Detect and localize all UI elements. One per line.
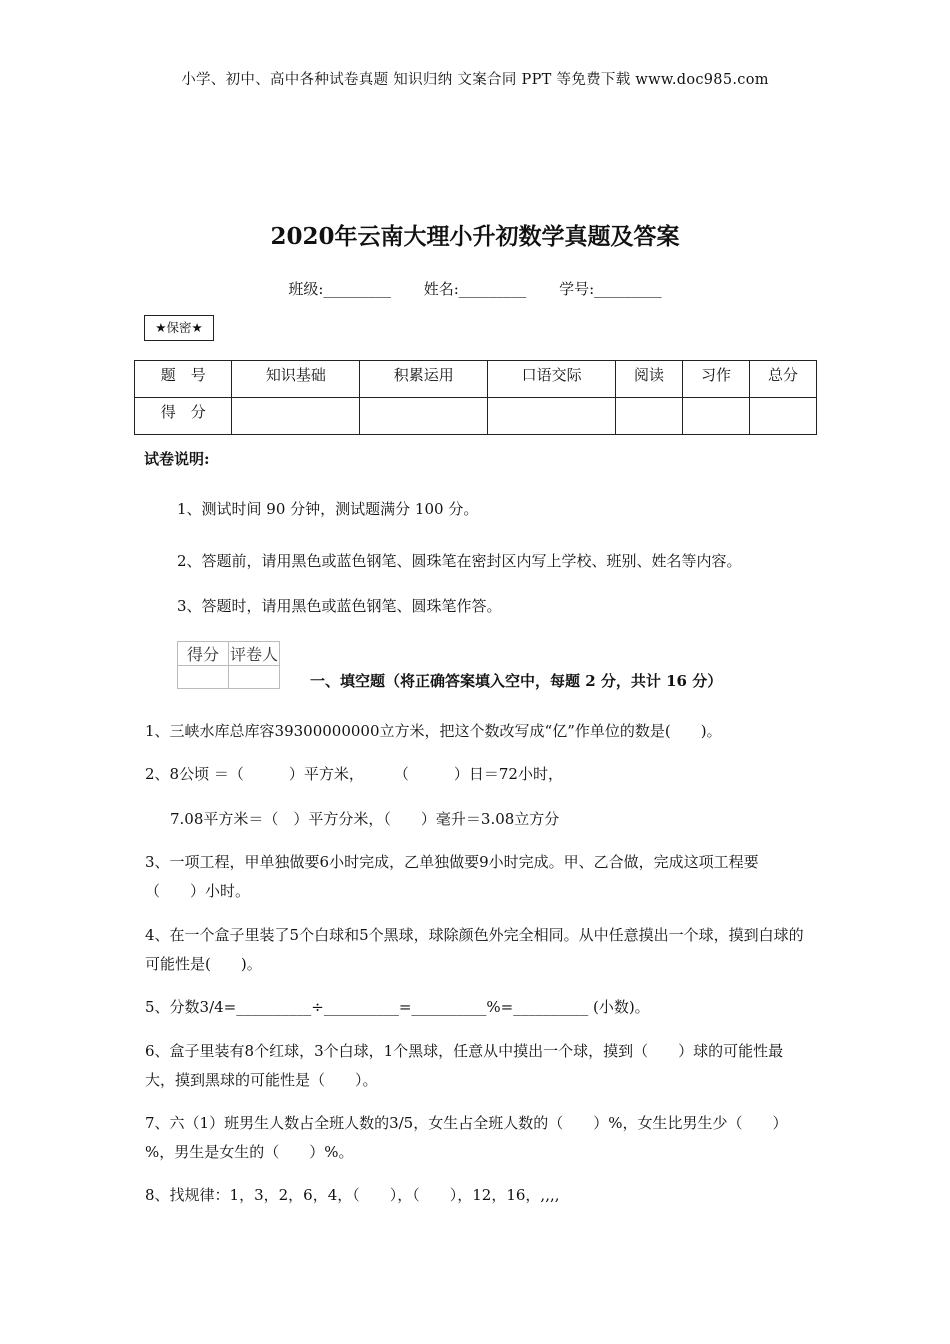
header-cell: 积累运用 (360, 361, 488, 398)
score-cell (232, 398, 360, 435)
header-cell: 习作 (682, 361, 749, 398)
name-field: 姓名:_________ (423, 280, 527, 298)
question-item: 3、一项工程，甲单独做要6小时完成，乙单独做要9小时完成。甲、乙合做，完成这项工程要（ ）小时。 (145, 853, 759, 900)
header-cell: 阅读 (616, 361, 683, 398)
row-label-cell: 得 分 (135, 398, 232, 435)
question-item: 6、盒子里装有8个红球，3个白球，1个黑球，任意从中摸出一个球，摸到（ ）球的可能性最大，摸到黑球的可能性是（ ）。 (145, 1042, 784, 1089)
question-item: 1、三峡水库总库容39300000000立方米，把这个数改写成“亿”作单位的数是( )。 (145, 722, 722, 740)
page-title: 2020年云南大理小升初数学真题及答案 (270, 223, 680, 250)
question-item: 4、在一个盒子里装了5个白球和5个黑球，球除颜色外完全相同。从中任意摸出一个球，摸到白球的可能性是( )。 (145, 926, 804, 973)
grader-score-label: 得分 (178, 642, 229, 666)
question-item: 7、六（1）班男生人数占全班人数的3/5，女生占全班人数的（ ）%，女生比男生少（ ）%，男生是女生的（ ）%。 (145, 1114, 788, 1161)
question-item: 2、8公顷 ＝（ ）平方米， （ ）日＝72小时， (145, 765, 563, 783)
instruction-item: 2、答题前，请用黑色或蓝色钢笔、圆珠笔在密封区内写上学校、班别、姓名等内容。 (177, 552, 742, 570)
score-table-score-row (135, 398, 817, 435)
question-item: 7.08平方米＝（ ）平方分米，（ ）毫升＝3.08立方分 (170, 810, 560, 828)
class-field: 班级:_________ (288, 280, 391, 298)
instructions-title: 试卷说明: (144, 450, 210, 468)
confidential-badge: ★保密★ (144, 315, 214, 341)
grader-name-label: 评卷人 (229, 642, 280, 666)
question-item: 8、找规律：1，3，2，6，4，（ ），（ ），12，16，,,,, (145, 1186, 560, 1204)
score-cell (360, 398, 488, 435)
grader-score-cell (178, 666, 229, 689)
instruction-item: 3、答题时，请用黑色或蓝色钢笔、圆珠笔作答。 (177, 597, 502, 615)
site-header: 小学、初中、高中各种试卷真题 知识归纳 文案合同 PPT 等免费下载 www.doc985.com (181, 72, 769, 88)
student-info-line (0, 278, 950, 299)
score-cell (682, 398, 749, 435)
section-title: 一、填空题（将正确答案填入空中，每题 2 分，共计 16 分） (310, 672, 723, 690)
instruction-item: 1、测试时间 90 分钟，测试题满分 100 分。 (177, 500, 479, 518)
score-cell (488, 398, 616, 435)
header-cell: 知识基础 (232, 361, 360, 398)
question-item: 5、分数3/4=__________÷__________=__________%=__________ (小数)。 (145, 998, 650, 1016)
score-table (134, 360, 817, 435)
header-cell: 题 号 (135, 361, 232, 398)
score-cell (616, 398, 683, 435)
score-cell (749, 398, 816, 435)
grader-name-cell (229, 666, 280, 689)
student-id-field: 学号:_________ (559, 280, 662, 298)
header-cell: 口语交际 (488, 361, 616, 398)
grader-box (177, 641, 280, 689)
header-cell: 总分 (749, 361, 816, 398)
score-table-header-row (135, 361, 817, 398)
